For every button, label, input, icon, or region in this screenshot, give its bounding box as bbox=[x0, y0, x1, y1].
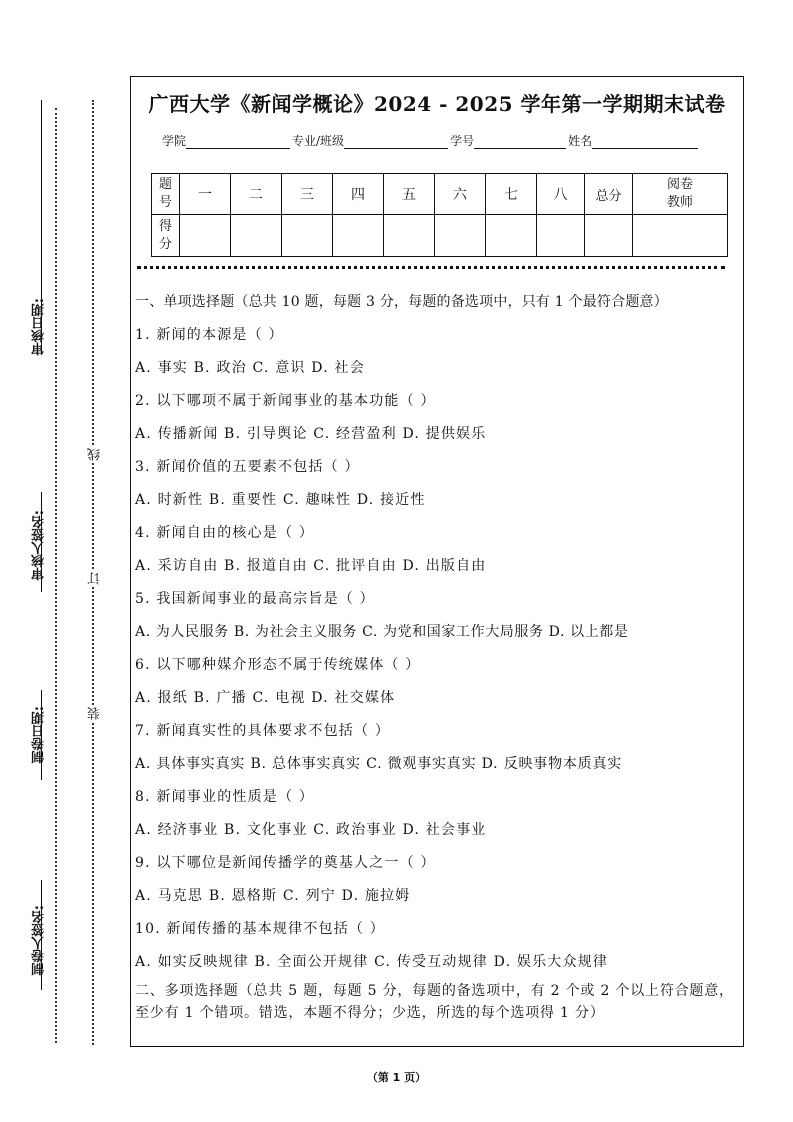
question: 10. 新闻传播的基本规律不包括（ ） bbox=[135, 921, 385, 937]
binding-char-ding: 订 bbox=[88, 572, 103, 585]
score-cell[interactable] bbox=[333, 215, 384, 257]
section-2-heading: 二、多项选择题（总共 5 题，每题 5 分，每题的备选项中，有 2 个或 2 个以上符合题意，至少有 1 个错项。错选，本题不得分；少选，所选的每个选项得 1 分） bbox=[135, 983, 734, 1021]
col-head-total: 总分 bbox=[585, 174, 633, 215]
col-head: 一 bbox=[180, 174, 231, 215]
college-label: 学院 bbox=[162, 134, 187, 148]
name-label: 姓名 bbox=[568, 134, 593, 148]
dotted-separator bbox=[137, 266, 725, 269]
col-head-grader: 阅卷 教师 bbox=[633, 174, 728, 215]
col-head: 六 bbox=[435, 174, 486, 215]
question: 5. 我国新闻事业的最高宗旨是（ ） bbox=[135, 591, 375, 607]
question-options: A. 经济事业 B. 文化事业 C. 政治事业 D. 社会事业 bbox=[135, 822, 487, 838]
exam-title: 广西大学《新闻学概论》2024 - 2025 学年第一学期期末试卷 bbox=[148, 92, 726, 116]
question-options: A. 如实反映规律 B. 全面公开规律 C. 传受互动规律 D. 娱乐大众规律 bbox=[135, 954, 609, 970]
col-head: 二 bbox=[231, 174, 282, 215]
student-info-line bbox=[162, 132, 700, 149]
question: 2. 以下哪项不属于新闻事业的基本功能（ ） bbox=[135, 393, 436, 409]
major-label: 专业/班级 bbox=[292, 134, 345, 148]
question-options: A. 传播新闻 B. 引导舆论 C. 经营盈利 D. 提供娱乐 bbox=[135, 426, 487, 442]
question: 1. 新闻的本源是（ ） bbox=[135, 327, 284, 343]
question: 9. 以下哪位是新闻传播学的奠基人之一（ ） bbox=[135, 855, 436, 871]
major-field[interactable] bbox=[344, 136, 448, 149]
question-options: A. 事实 B. 政治 C. 意识 D. 社会 bbox=[135, 360, 365, 376]
col-head: 八 bbox=[537, 174, 585, 215]
binding-dotted-line bbox=[55, 108, 57, 1043]
college-field[interactable] bbox=[186, 136, 290, 149]
question: 4. 新闻自由的核心是（ ） bbox=[135, 525, 315, 541]
col-head: 三 bbox=[282, 174, 333, 215]
maker-sign-label: 制卷人签名: bbox=[32, 905, 47, 976]
student-id-label: 学号 bbox=[450, 134, 475, 148]
col-head: 四 bbox=[333, 174, 384, 215]
score-cell-total[interactable] bbox=[585, 215, 633, 257]
binding-char-xian: 线 bbox=[88, 448, 103, 461]
score-cell[interactable] bbox=[537, 215, 585, 257]
score-cell[interactable] bbox=[486, 215, 537, 257]
review-date-label: 审核日期: bbox=[32, 298, 47, 356]
score-cell[interactable] bbox=[231, 215, 282, 257]
question: 8. 新闻事业的性质是（ ） bbox=[135, 789, 315, 805]
question: 7. 新闻真实性的具体要求不包括（ ） bbox=[135, 723, 391, 739]
make-date-label: 制卷日期: bbox=[32, 706, 47, 764]
question-options: A. 报纸 B. 广播 C. 电视 D. 社交媒体 bbox=[135, 690, 396, 706]
row-head-question-number: 题 号 bbox=[152, 174, 180, 215]
question-options: A. 时新性 B. 重要性 C. 趣味性 D. 接近性 bbox=[135, 492, 426, 508]
score-cell[interactable] bbox=[384, 215, 435, 257]
score-cell[interactable] bbox=[435, 215, 486, 257]
page-number: （第 1 页） bbox=[366, 1071, 427, 1084]
question: 6. 以下哪种媒介形态不属于传统媒体（ ） bbox=[135, 657, 421, 673]
student-id-field[interactable] bbox=[474, 136, 566, 149]
reviewer-sign-label: 审核人签名: bbox=[32, 510, 47, 581]
section-1 bbox=[135, 292, 741, 985]
col-head: 七 bbox=[486, 174, 537, 215]
score-cell-grader[interactable] bbox=[633, 215, 728, 257]
name-field[interactable] bbox=[592, 136, 698, 149]
row-head-score: 得 分 bbox=[152, 215, 180, 257]
question-options: A. 为人民服务 B. 为社会主义服务 C. 为党和国家工作大局服务 D. 以上都是 bbox=[135, 624, 629, 640]
binding-char-zhuang: 装 bbox=[88, 707, 103, 720]
score-table bbox=[151, 173, 728, 257]
col-head: 五 bbox=[384, 174, 435, 215]
section-1-heading: 一、单项选择题（总共 10 题，每题 3 分，每题的备选项中，只有 1 个最符合题意） bbox=[135, 294, 668, 310]
question-options: A. 采访自由 B. 报道自由 C. 批评自由 D. 出版自由 bbox=[135, 558, 487, 574]
question: 3. 新闻价值的五要素不包括（ ） bbox=[135, 459, 360, 475]
score-cell[interactable] bbox=[180, 215, 231, 257]
score-cell[interactable] bbox=[282, 215, 333, 257]
question-options: A. 具体事实真实 B. 总体事实真实 C. 微观事实真实 D. 反映事物本质真实 bbox=[135, 756, 623, 772]
question-options: A. 马克思 B. 恩格斯 C. 列宁 D. 施拉姆 bbox=[135, 888, 411, 904]
